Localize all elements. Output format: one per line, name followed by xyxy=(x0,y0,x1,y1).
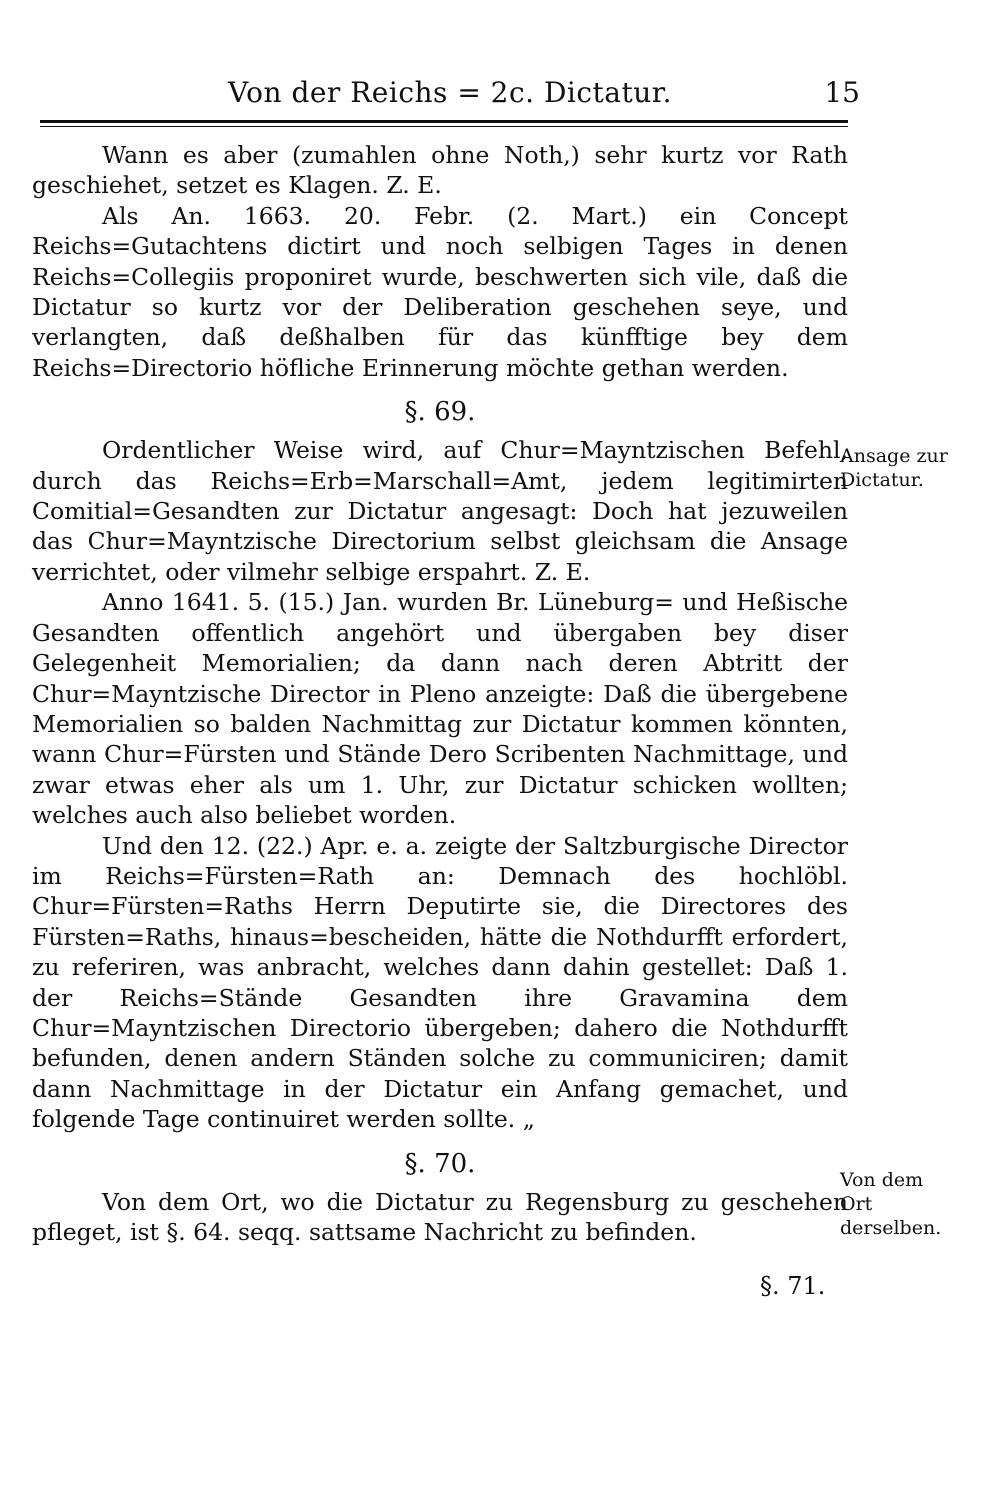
header-rule-thin xyxy=(40,126,848,127)
running-head-title: Von der Reichs = 2c. Dictatur. xyxy=(228,76,672,109)
paragraph: Ordentlicher Weise wird, auf Chur=Mayntzischen Befehl, durch das Reichs=Erb=Marschall=Amt, jedem legitimirten Comitial=Gesandten zur Dictatur angesagt: Doch hat jezuweilen das Chur=Mayntzische Directorium selbst gleichsam die Ansage verrichtet, oder vilmehr selbige erspahrt. Z. E. xyxy=(32,436,848,586)
page-number: 15 xyxy=(824,76,860,109)
paragraph: Als An. 1663. 20. Febr. (2. Mart.) ein Concept Reichs=Gutachtens dictirt und noch selbigen Tages in denen Reichs=Collegiis proponiret wurde, beschwerten sich vile, daß die Dictatur so kurtz vor der Deliberation geschehen seye, und verlangten, daß deßhalben für das künfftige bey dem Reichs=Directorio höfliche Erinnerung möchte gethan werden. xyxy=(32,201,848,382)
catchword: §. 71. xyxy=(760,1272,826,1300)
running-head xyxy=(40,72,860,112)
body-text xyxy=(32,140,848,1247)
paragraph: Und den 12. (22.) Apr. e. a. zeigte der Saltzburgische Director im Reichs=Fürsten=Rath an: Demnach des hochlöbl. Chur=Fürsten=Raths Herrn Deputirte sie, die Directores des Fürsten=Raths, hinaus=bescheiden, hätte die Nothdurfft erfordert, zu referiren, was anbracht, welches dann dahin gestellet: Daß 1. der Reichs=Stände Gesandten ihre Gravamina dem Chur=Mayntzischen Directorio übergeben; dahero die Nothdurfft befunden, denen andern Ständen solche zu communiciren; damit dann Nachmittage in der Dictatur ein Anfang gemachet, und folgende Tage continuiret werden sollte. „ xyxy=(32,831,848,1134)
section-heading-69: §. 69. xyxy=(404,397,476,428)
paragraph: Anno 1641. 5. (15.) Jan. wurden Br. Lüneburg= und Heßische Gesandten offentlich angehört und übergaben bey diser Gelegenheit Memorialien; da dann nach deren Abtritt der Chur=Mayntzische Director in Pleno anzeigte: Daß die übergebene Memorialien so balden Nachmittag zur Dictatur kommen könnten, wann Chur=Fürsten und Stände Dero Scribenten Nachmittage, und zwar etwas eher als um 1. Uhr, zur Dictatur schicken wollten; welches auch also beliebet worden. xyxy=(32,588,848,830)
paragraph: Wann es aber (zumahlen ohne Noth,) sehr kurtz vor Rath geschiehet, setzet es Klagen. Z. E. xyxy=(32,141,848,200)
header-rule xyxy=(40,120,848,123)
margin-note-ort: Von dem Ort derselben. xyxy=(840,1169,942,1239)
paragraph: Von dem Ort, wo die Dictatur zu Regensburg zu geschehen pfleget, ist §. 64. seqq. sattsame Nachricht zu befinden. xyxy=(32,1187,848,1246)
margin-note-ansage: Ansage zur Dictatur. xyxy=(840,445,948,491)
section-heading-70: §. 70. xyxy=(404,1148,476,1179)
